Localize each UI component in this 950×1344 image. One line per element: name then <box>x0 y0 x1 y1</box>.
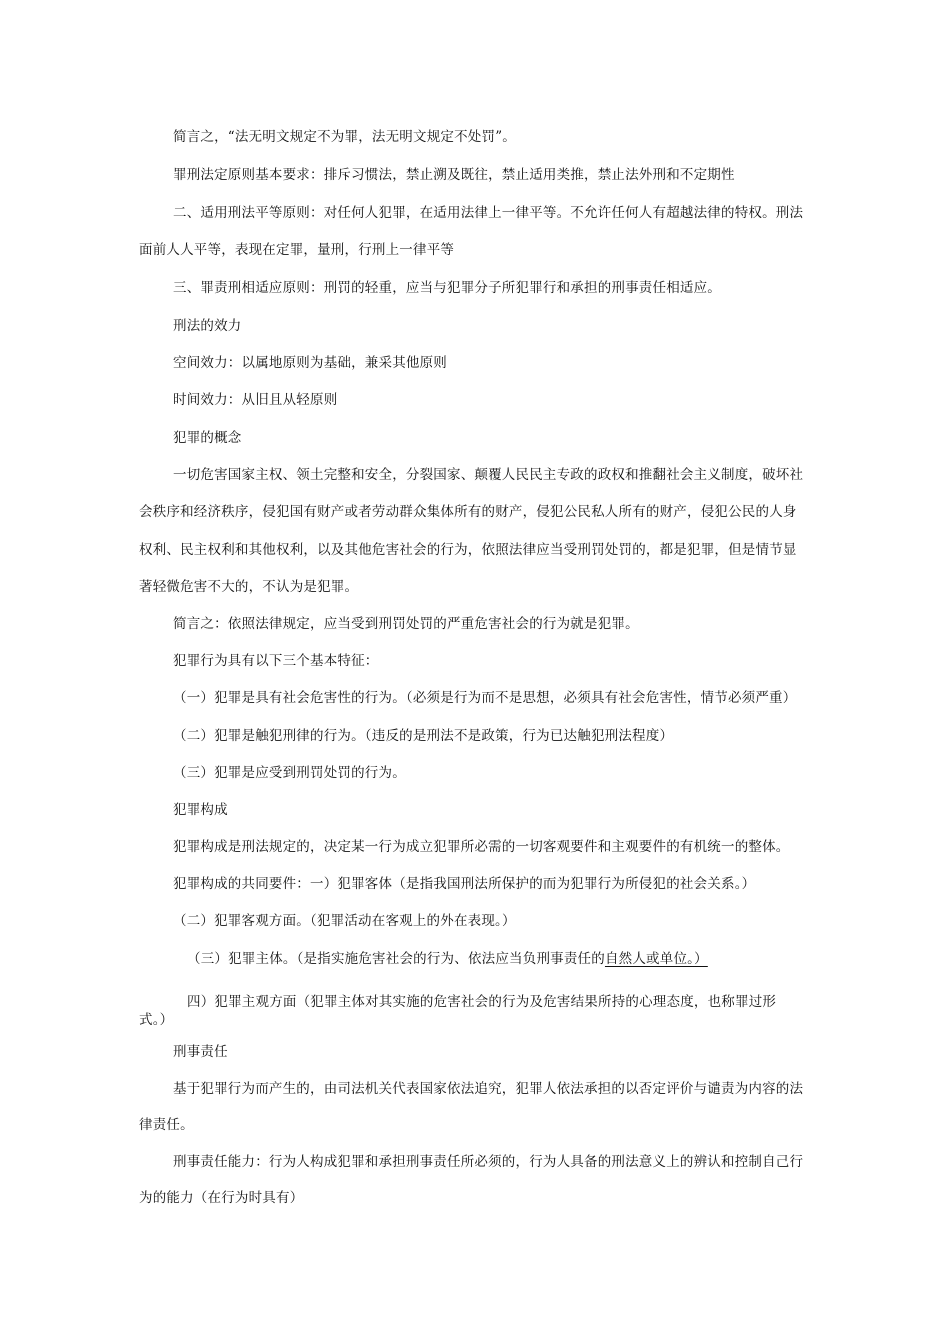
list-item: 式。） <box>139 1012 174 1028</box>
list-item: 四）犯罪主观方面（犯罪主体对其实施的危害社会的行为及危害结果所持的心理态度，也称罪过形 <box>187 994 777 1010</box>
paragraph-line: 犯罪行为具有以下三个基本特征： <box>173 653 379 669</box>
paragraph-line: 犯罪构成是刑法规定的，决定某一行为成立犯罪所必需的一切客观要件和主观要件的有机统一的整体。 <box>173 839 790 855</box>
list-item: （二）犯罪客观方面。（犯罪活动在客观上的外在表现。） <box>173 913 516 929</box>
paragraph-line: 二、适用刑法平等原则：对任何人犯罪，在适用法律上一律平等。不允许任何人有超越法律的特权。刑法 <box>173 205 804 221</box>
paragraph-line: 一切危害国家主权、领土完整和安全，分裂国家、颠覆人民民主专政的政权和推翻社会主义制度，破坏社 <box>173 467 804 483</box>
list-item <box>187 950 708 968</box>
paragraph-line: 空间效力：以属地原则为基础，兼采其他原则 <box>173 355 447 371</box>
paragraph-line: 时间效力：从旧且从轻原则 <box>173 392 338 408</box>
section-heading: 犯罪构成 <box>173 802 228 818</box>
section-heading: 犯罪的概念 <box>173 430 242 446</box>
list-item-text: （三）犯罪主体。（是指实施危害社会的行为、依法应当负刑事责任的 <box>187 951 605 967</box>
paragraph-line: 面前人人平等，表现在定罪，量刑，行刑上一律平等 <box>139 242 455 258</box>
list-item: （二）犯罪是触犯刑律的行为。（违反的是刑法不是政策，行为已达触犯刑法程度） <box>173 728 674 744</box>
paragraph-line: 基于犯罪行为而产生的，由司法机关代表国家依法追究，犯罪人依法承担的以否定评价与谴责为内容的法 <box>173 1081 804 1097</box>
paragraph-line: 简言之：依照法律规定，应当受到刑罚处罚的严重危害社会的行为就是犯罪。 <box>173 616 639 632</box>
list-item: （三）犯罪是应受到刑罚处罚的行为。 <box>173 765 406 781</box>
paragraph-line: 刑事责任能力：行为人构成犯罪和承担刑事责任所必须的，行为人具备的刑法意义上的辨认和控制自己行 <box>173 1154 804 1170</box>
paragraph-line: 著轻微危害不大的，不认为是犯罪。 <box>139 579 359 595</box>
paragraph-line: 犯罪构成的共同要件：一）犯罪客体（是指我国刑法所保护的而为犯罪行为所侵犯的社会关系。） <box>173 876 756 892</box>
paragraph-line: 权利、民主权利和其他权利，以及其他危害社会的行为，依照法律应当受刑罚处罚的，都是犯罪，但是情节显 <box>139 542 797 558</box>
paragraph-line: 律责任。 <box>139 1117 194 1133</box>
list-item: （一）犯罪是具有社会危害性的行为。（必须是行为而不是思想，必须具有社会危害性，情节必须严重） <box>173 690 797 706</box>
section-heading: 刑法的效力 <box>173 318 242 334</box>
paragraph-line: 为的能力（在行为时具有） <box>139 1190 304 1206</box>
paragraph-line: 三、罪责刑相适应原则：刑罚的轻重，应当与犯罪分子所犯罪行和承担的刑事责任相适应。 <box>173 280 721 296</box>
section-heading: 刑事责任 <box>173 1044 228 1060</box>
underlined-text: 自然人或单位。） <box>604 951 708 967</box>
paragraph-line: 罪刑法定原则基本要求：排斥习惯法，禁止溯及既往，禁止适用类推，禁止法外刑和不定期性 <box>173 167 735 183</box>
paragraph-line: 简言之，“法无明文规定不为罪，法无明文规定不处罚”。 <box>173 129 517 145</box>
paragraph-line: 会秩序和经济秩序，侵犯国有财产或者劳动群众集体所有的财产，侵犯公民私人所有的财产，侵犯公民的人身 <box>139 504 797 520</box>
